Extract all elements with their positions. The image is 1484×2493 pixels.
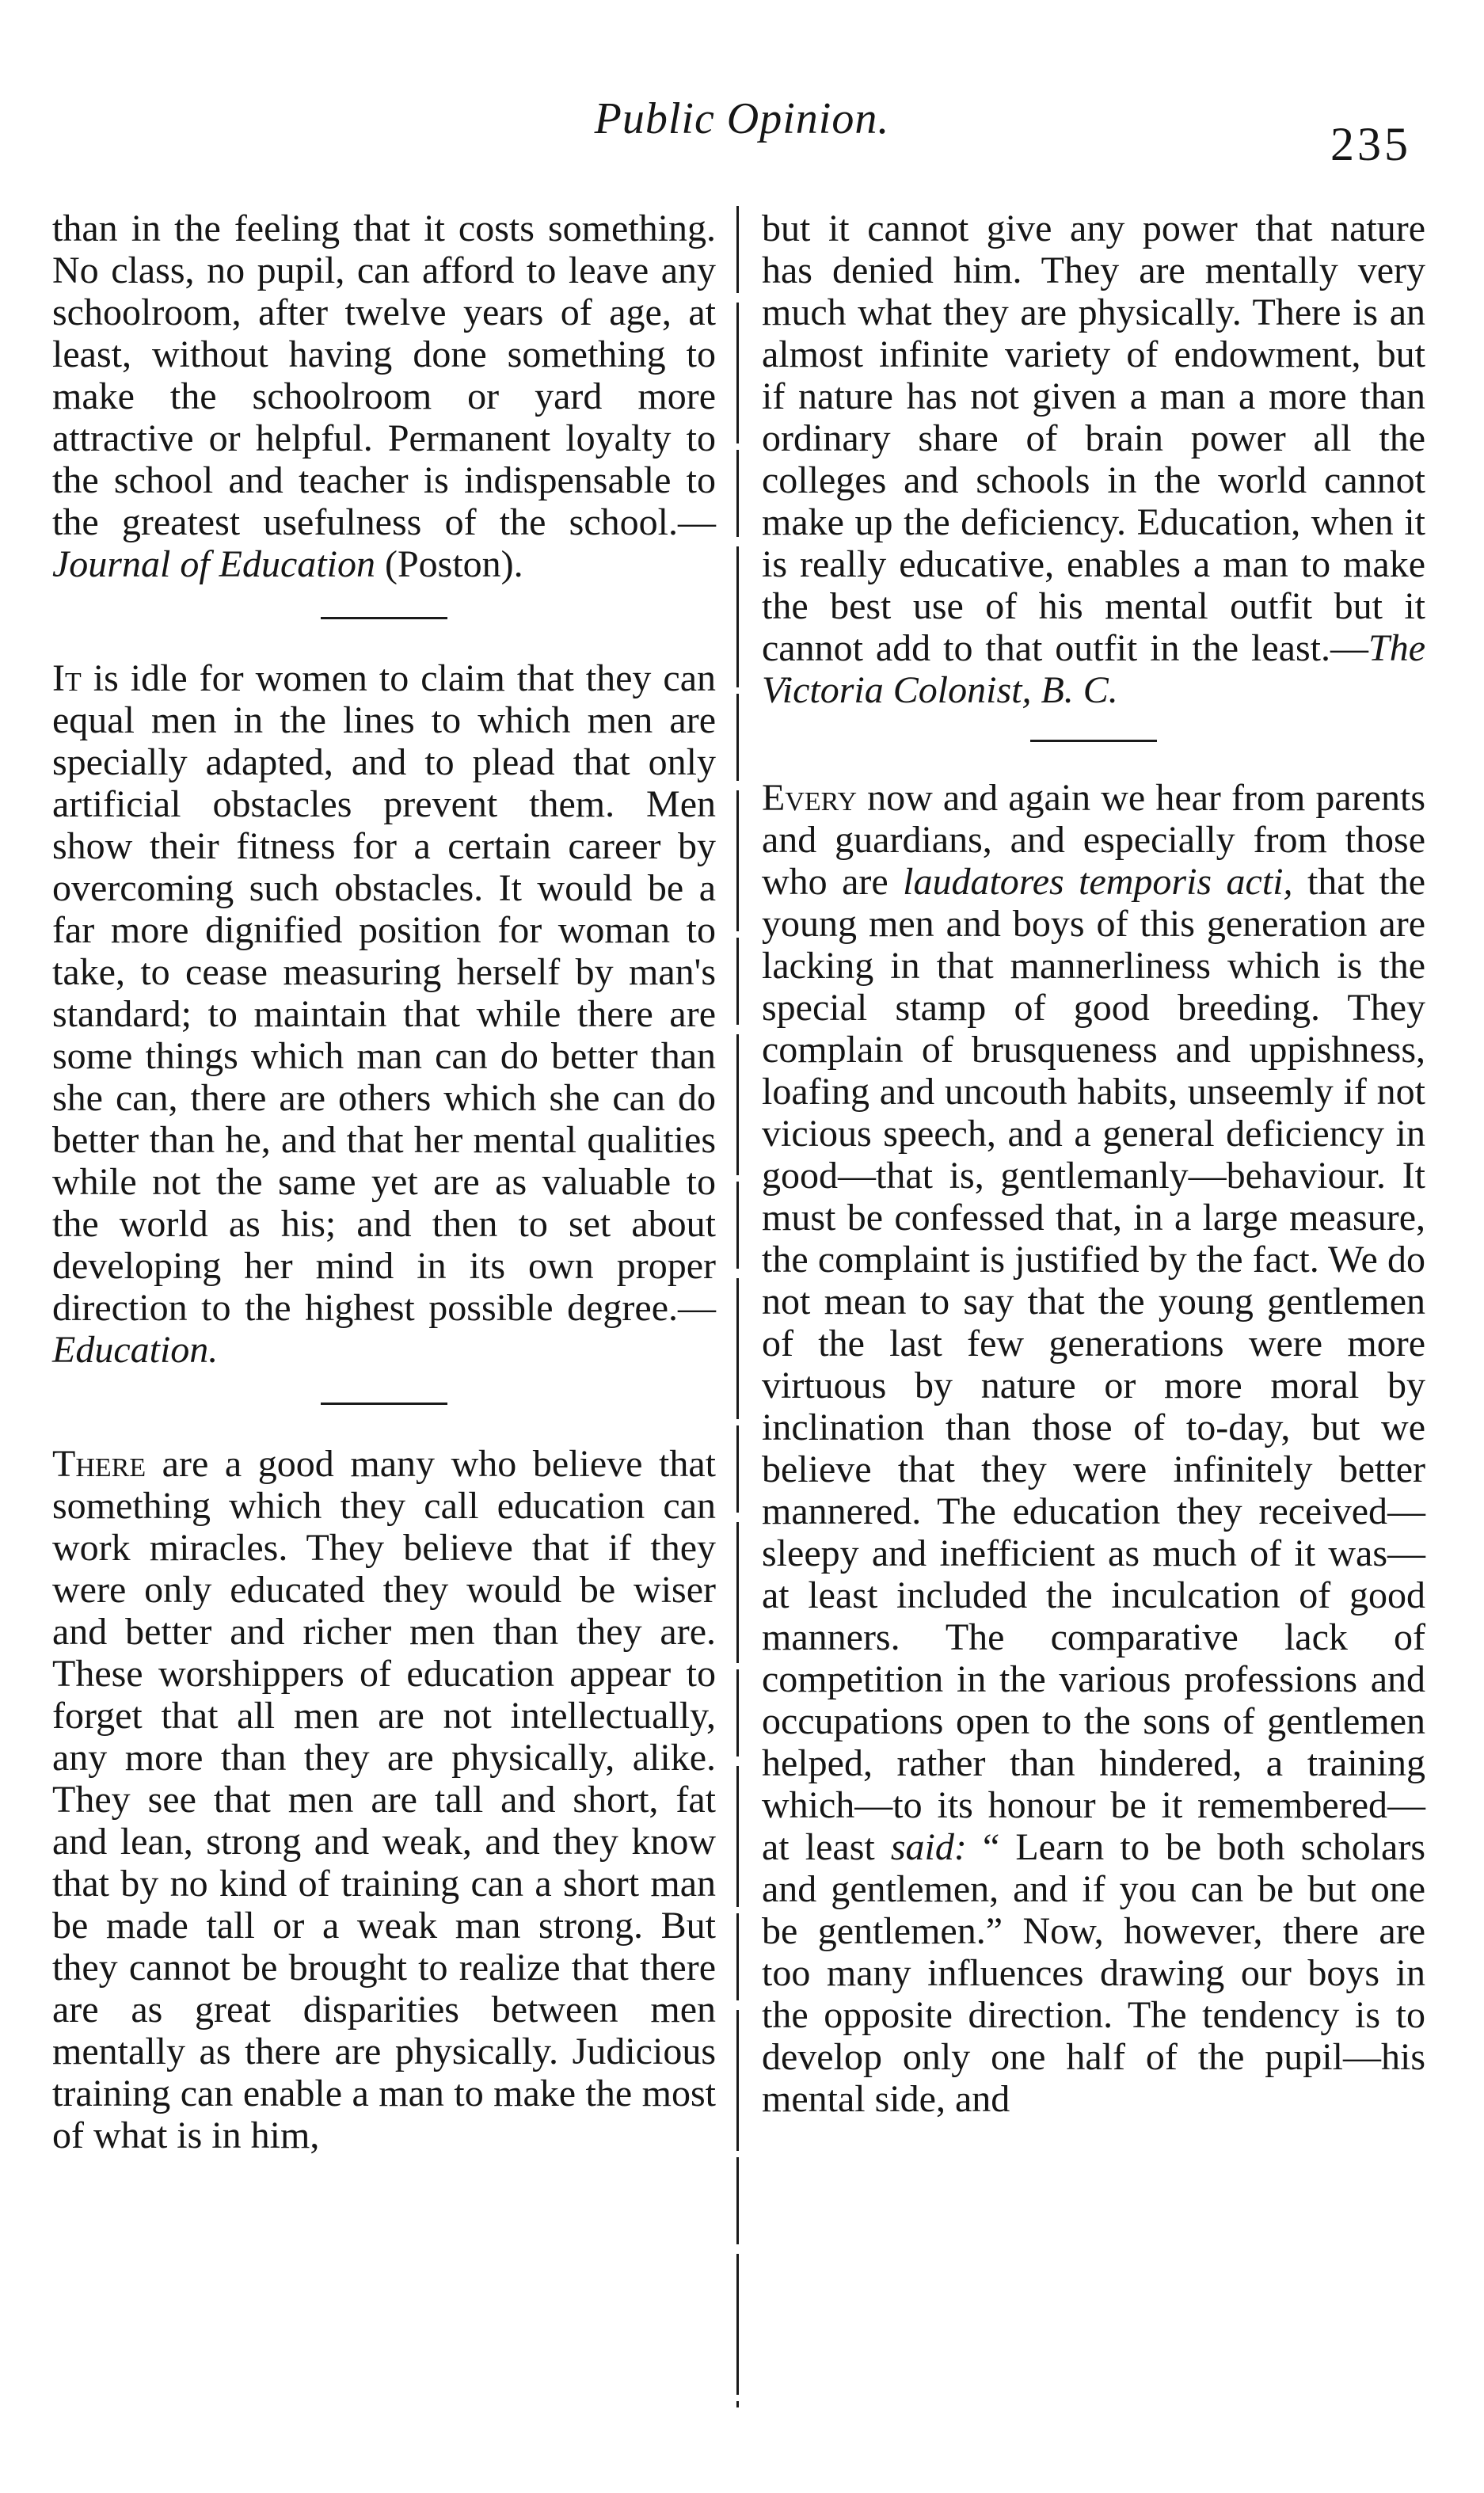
section-separator <box>1030 740 1157 742</box>
article-paragraph <box>762 777 1425 2120</box>
latin-phrase: laudatores temporis acti, <box>903 861 1293 903</box>
left-column <box>52 207 716 2156</box>
paragraph-text: are a good many who believe that something which they call education can work miracles. They believe that if they were only educated they would be wiser and better and richer men than they are. These worshippers of education appear to forget that all men are not intellectually, any more than they are physically, alike. They see that men are tall and short, fat and lean, strong and weak, and they know that by no kind of training can a short man be made tall or a weak man strong. But they cannot be brought to realize that there are as great disparities between men mentally as there are physically. Judicious training can enable a man to make the most of what is in him, <box>52 1443 716 2156</box>
paragraph-text: “ Learn to be both scholars and gentlemen, and if you can be but one be gentlemen.” Now, however, there are too many influences drawing our boys in the opposite direction. The tendency is to develop only one half of the pupil—his mental side, and <box>762 1826 1425 2120</box>
emphasis-word: said: <box>890 1826 967 1868</box>
paragraph-text: than in the feeling that it costs something. No class, no pupil, can afford to leave any schoolroom, after twelve years of age, at least, without having done something to make the schoolroom or yard more attractive or helpful. Permanent loyalty to the school and teacher is indispensable to the greatest usefulness of the school.— <box>52 207 716 543</box>
source-citation: Journal of Education <box>52 543 375 585</box>
column-divider <box>736 206 739 2407</box>
section-separator <box>321 1403 447 1405</box>
source-citation: The Victoria Colonist, B. C. <box>762 627 1425 711</box>
paragraph-text: that the young men and boys of this generation are lacking in that mannerliness which is the special stamp of good breeding. They complain of brusqueness and uppishness, loafing and uncouth habits, unseemly if not vicious speech, and a general deficiency in good—that is, gentlemanly—behaviour. It must be confessed that, in a large measure, the complaint is justified by the fact. We do not mean to say that the young gentlemen of the last few generations were more virtuous by nature or more moral by inclination than those of to-day, but we believe that they were infinitely better mannered. The education they received—sleepy and inefficient as much of it was—at least included the inculcation of good manners. The comparative lack of competition in the various professions and occupations open to the sons of gentlemen helped, rather than hindered, a training which—to its honour be it remembered—at least <box>762 861 1425 1868</box>
article-paragraph <box>762 207 1425 711</box>
section-separator <box>321 617 447 619</box>
paragraph-text: but it cannot give any power that nature has denied him. They are mentally very much what they are physically. There is an almost infinite variety of endowment, but if nature has not given a man a more than ordinary share of brain power all the colleges and schools in the world cannot make up the deficiency. Education, when it is really educative, enables a man to make the best use of his mental outfit but it cannot add to that outfit in the least.— <box>762 207 1425 669</box>
lead-word: There <box>52 1443 146 1485</box>
article-paragraph <box>52 657 716 1371</box>
lead-word: Every <box>762 777 857 819</box>
right-column <box>762 207 1425 2120</box>
page-number: 235 <box>1330 118 1411 170</box>
source-citation: Education. <box>52 1329 219 1371</box>
article-paragraph <box>52 1443 716 2156</box>
paragraph-text: is idle for women to claim that they can equal men in the lines to which men are specially adapted, and to plead that only artificial obstacles prevent them. Men show their fitness for a certain career by overcoming such obstacles. It would be a far more dignified position for woman to take, to cease measuring herself by man's standard; to maintain that while there are some things which man can do better than she can, there are others which she can do better than he, and that her mental qualities while not the same yet are as valuable to the world as his; and then to set about developing her mind in its own proper direction to the highest possible degree.— <box>52 657 716 1329</box>
source-suffix: (Poston). <box>375 543 523 585</box>
paragraph-text: now and again we hear from parents and guardians, and especially from those who are <box>762 777 1425 903</box>
page-title: Public Opinion. <box>594 94 890 143</box>
lead-word: It <box>52 657 82 699</box>
article-paragraph <box>52 207 716 585</box>
